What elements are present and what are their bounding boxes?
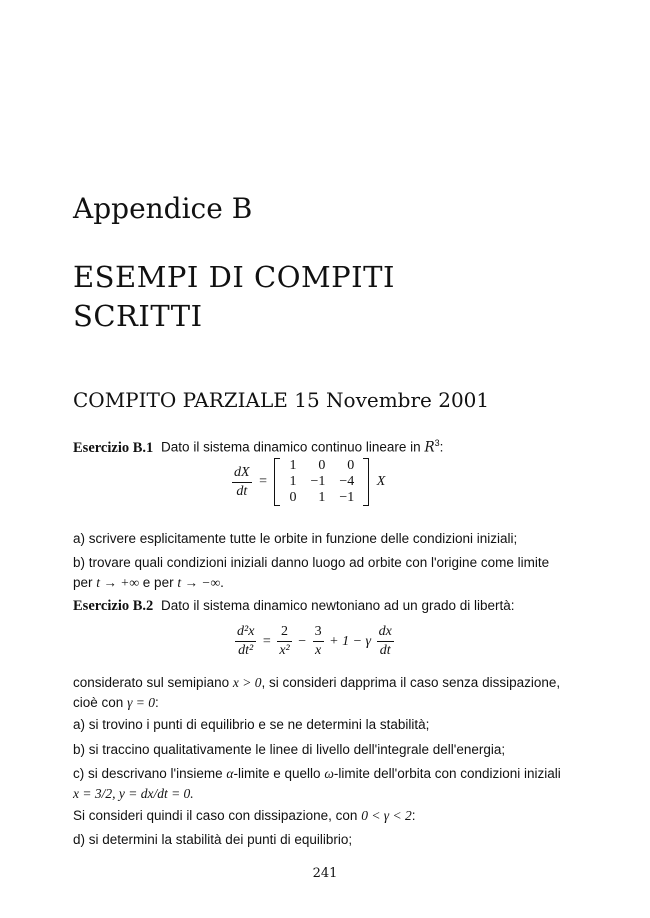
p1-gamma-zero: γ = 0: [127, 695, 155, 710]
exercise-b2-label: Esercizio B.2: [73, 598, 154, 614]
gamma-range: 0 < γ < 2: [361, 808, 412, 823]
page-number: 241: [312, 866, 338, 881]
matrix-cell: 1: [289, 474, 297, 489]
minus-sign: −: [298, 633, 307, 649]
p1-text-b: , si consideri dapprima il caso senza dissipazione,: [261, 675, 561, 690]
item-c-text-c: -limite dell'orbita con condizioni iniziali: [333, 766, 561, 781]
exercise-b2-item-a: a) si trovino i punti di equilibrio e se ne determini la stabilità;: [73, 717, 430, 732]
matrix: [274, 458, 369, 506]
matrix-cell: 0: [347, 458, 355, 473]
p1-text-c: cioè con: [73, 695, 124, 710]
fraction-denominator: dt: [236, 483, 248, 499]
colon: :: [439, 439, 444, 455]
matrix-cell: 0: [289, 490, 297, 505]
derivative-fraction: [232, 465, 252, 500]
exercise-b1-item-b: [73, 553, 573, 593]
middle-terms: + 1 − γ: [329, 633, 372, 649]
exercise-b2-item-b: b) si traccino qualitativamente le linee di livello dell'integrale dell'energia;: [73, 742, 506, 757]
matrix-cell: 0: [318, 458, 326, 473]
vector-x: X: [376, 474, 386, 489]
exercise-b1-item-a: a) scrivere esplicitamente tutte le orbite in funzione delle condizioni iniziali;: [73, 531, 518, 546]
exercise-b2-intro: [73, 596, 573, 616]
alpha-symbol: α: [226, 766, 234, 781]
fraction-denominator: x: [315, 643, 322, 658]
omega-symbol: ω: [324, 766, 334, 781]
equals-sign: =: [262, 633, 271, 649]
exercise-b2-paragraph: [73, 673, 573, 713]
exercise-b2-item-c: [73, 764, 573, 804]
matrix-cell: −1: [310, 474, 326, 489]
limit-minus-infinity: t → −∞: [177, 575, 221, 590]
exercise-b1-intro: [73, 433, 573, 458]
item-b-line1: b) trovare quali condizioni iniziali danno luogo ad orbite con l'origine come limite: [73, 555, 550, 570]
matrix-row: [282, 474, 361, 490]
item-c-text-b: -limite e quello: [233, 766, 321, 781]
limit-plus-infinity: t → +∞: [96, 575, 140, 590]
matrix-cell: −1: [339, 490, 355, 505]
appendix-heading: Appendice B: [73, 192, 253, 225]
p1-text-a: considerato sul semipiano: [73, 675, 230, 690]
fraction-numerator: 3: [313, 624, 324, 642]
matrix-cell: −4: [339, 474, 355, 489]
chapter-title-line2: SCRITTI: [73, 299, 203, 333]
exercise-b2-dissipation: [73, 806, 573, 826]
exercise-b1-label: Esercizio B.1: [73, 439, 154, 456]
matrix-row: [282, 490, 361, 506]
item-c-text-a: c) si descrivano l'insieme: [73, 766, 223, 781]
item-b-and: e per: [142, 575, 174, 590]
exercise-b1-intro-text: Dato il sistema dinamico continuo lineare in: [161, 439, 421, 455]
chapter-title-line1: ESEMPI DI COMPITI: [73, 260, 395, 294]
equation-b2: [235, 624, 394, 659]
fraction-numerator: d²x: [235, 624, 256, 642]
item-b-per: per: [73, 575, 93, 590]
fraction-denominator: x²: [279, 643, 290, 658]
p2-text-a: Si consideri quindi il caso con dissipazione, con: [73, 808, 358, 823]
fraction-numerator: 2: [277, 624, 291, 642]
chapter-title: [73, 258, 395, 336]
fraction-2-over-x2: [277, 624, 291, 659]
second-derivative-fraction: [235, 624, 256, 659]
space-symbol: R: [424, 439, 435, 456]
equation-b1: [232, 458, 385, 506]
fraction-numerator: dX: [232, 465, 252, 483]
fraction-3-over-x: [313, 624, 324, 659]
velocity-fraction: [377, 624, 394, 659]
period: .: [220, 575, 224, 590]
equals-sign: =: [259, 474, 267, 489]
exercise-b2-intro-text: Dato il sistema dinamico newtoniano ad un grado di libertà:: [161, 598, 515, 613]
matrix-cell: 1: [289, 458, 297, 473]
section-title: COMPITO PARZIALE 15 Novembre 2001: [73, 388, 490, 412]
p1-text-d: :: [155, 695, 159, 710]
fraction-numerator: dx: [377, 624, 394, 642]
space-exponent: 3: [434, 438, 440, 448]
fraction-denominator: dt: [379, 643, 391, 658]
fraction-denominator: dt²: [238, 643, 254, 658]
exercise-b2-item-d: d) si determini la stabilità dei punti di equilibrio;: [73, 832, 353, 847]
matrix-cell: 1: [318, 490, 326, 505]
matrix-row: [282, 458, 361, 474]
p2-text-b: :: [411, 808, 416, 823]
p1-condition: x > 0: [232, 675, 262, 690]
initial-conditions: x = 3/2, y = dx/dt = 0.: [73, 786, 194, 801]
